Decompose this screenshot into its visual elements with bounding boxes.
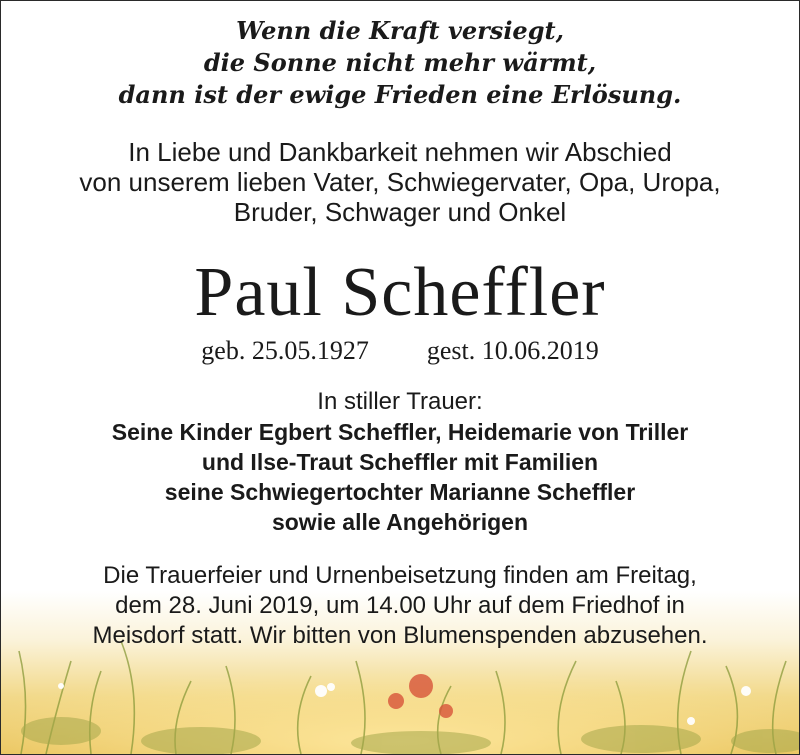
- mourning-label: In stiller Trauer:: [317, 388, 483, 415]
- poem: [1, 15, 799, 111]
- farewell-text: [1, 137, 799, 227]
- mourner-line: und Ilse-Traut Scheffler mit Familien: [201, 449, 599, 475]
- funeral-line: Meisdorf statt. Wir bitten von Blumenspenden abzusehen.: [92, 622, 708, 649]
- poem-line: Wenn die Kraft versiegt,: [236, 16, 564, 45]
- birth-date: geb. 25.05.1927: [201, 336, 369, 365]
- farewell-line: von unserem lieben Vater, Schwiegervater, Opa, Uropa,: [79, 167, 721, 197]
- farewell-line: In Liebe und Dankbarkeit nehmen wir Abschied: [128, 137, 672, 167]
- funeral-line: Die Trauerfeier und Urnenbeisetzung finden am Freitag,: [103, 562, 697, 589]
- mourner-line: seine Schwiegertochter Marianne Scheffler: [164, 479, 636, 505]
- funeral-notice: [1, 561, 799, 651]
- mourner-line: sowie alle Angehörigen: [271, 509, 529, 535]
- poem-line: dann ist der ewige Frieden eine Erlösung.: [118, 80, 682, 109]
- farewell-line: Bruder, Schwager und Onkel: [233, 197, 567, 227]
- mourners-list: [1, 417, 799, 537]
- mourner-line: Seine Kinder Egbert Scheffler, Heidemarie von Triller: [111, 419, 689, 445]
- funeral-line: dem 28. Juni 2019, um 14.00 Uhr auf dem Friedhof in: [115, 592, 685, 619]
- deceased-name: Paul Scheffler: [194, 254, 606, 331]
- life-dates: [1, 335, 799, 367]
- death-date: gest. 10.06.2019: [426, 336, 599, 365]
- poem-line: die Sonne nicht mehr wärmt,: [203, 48, 597, 77]
